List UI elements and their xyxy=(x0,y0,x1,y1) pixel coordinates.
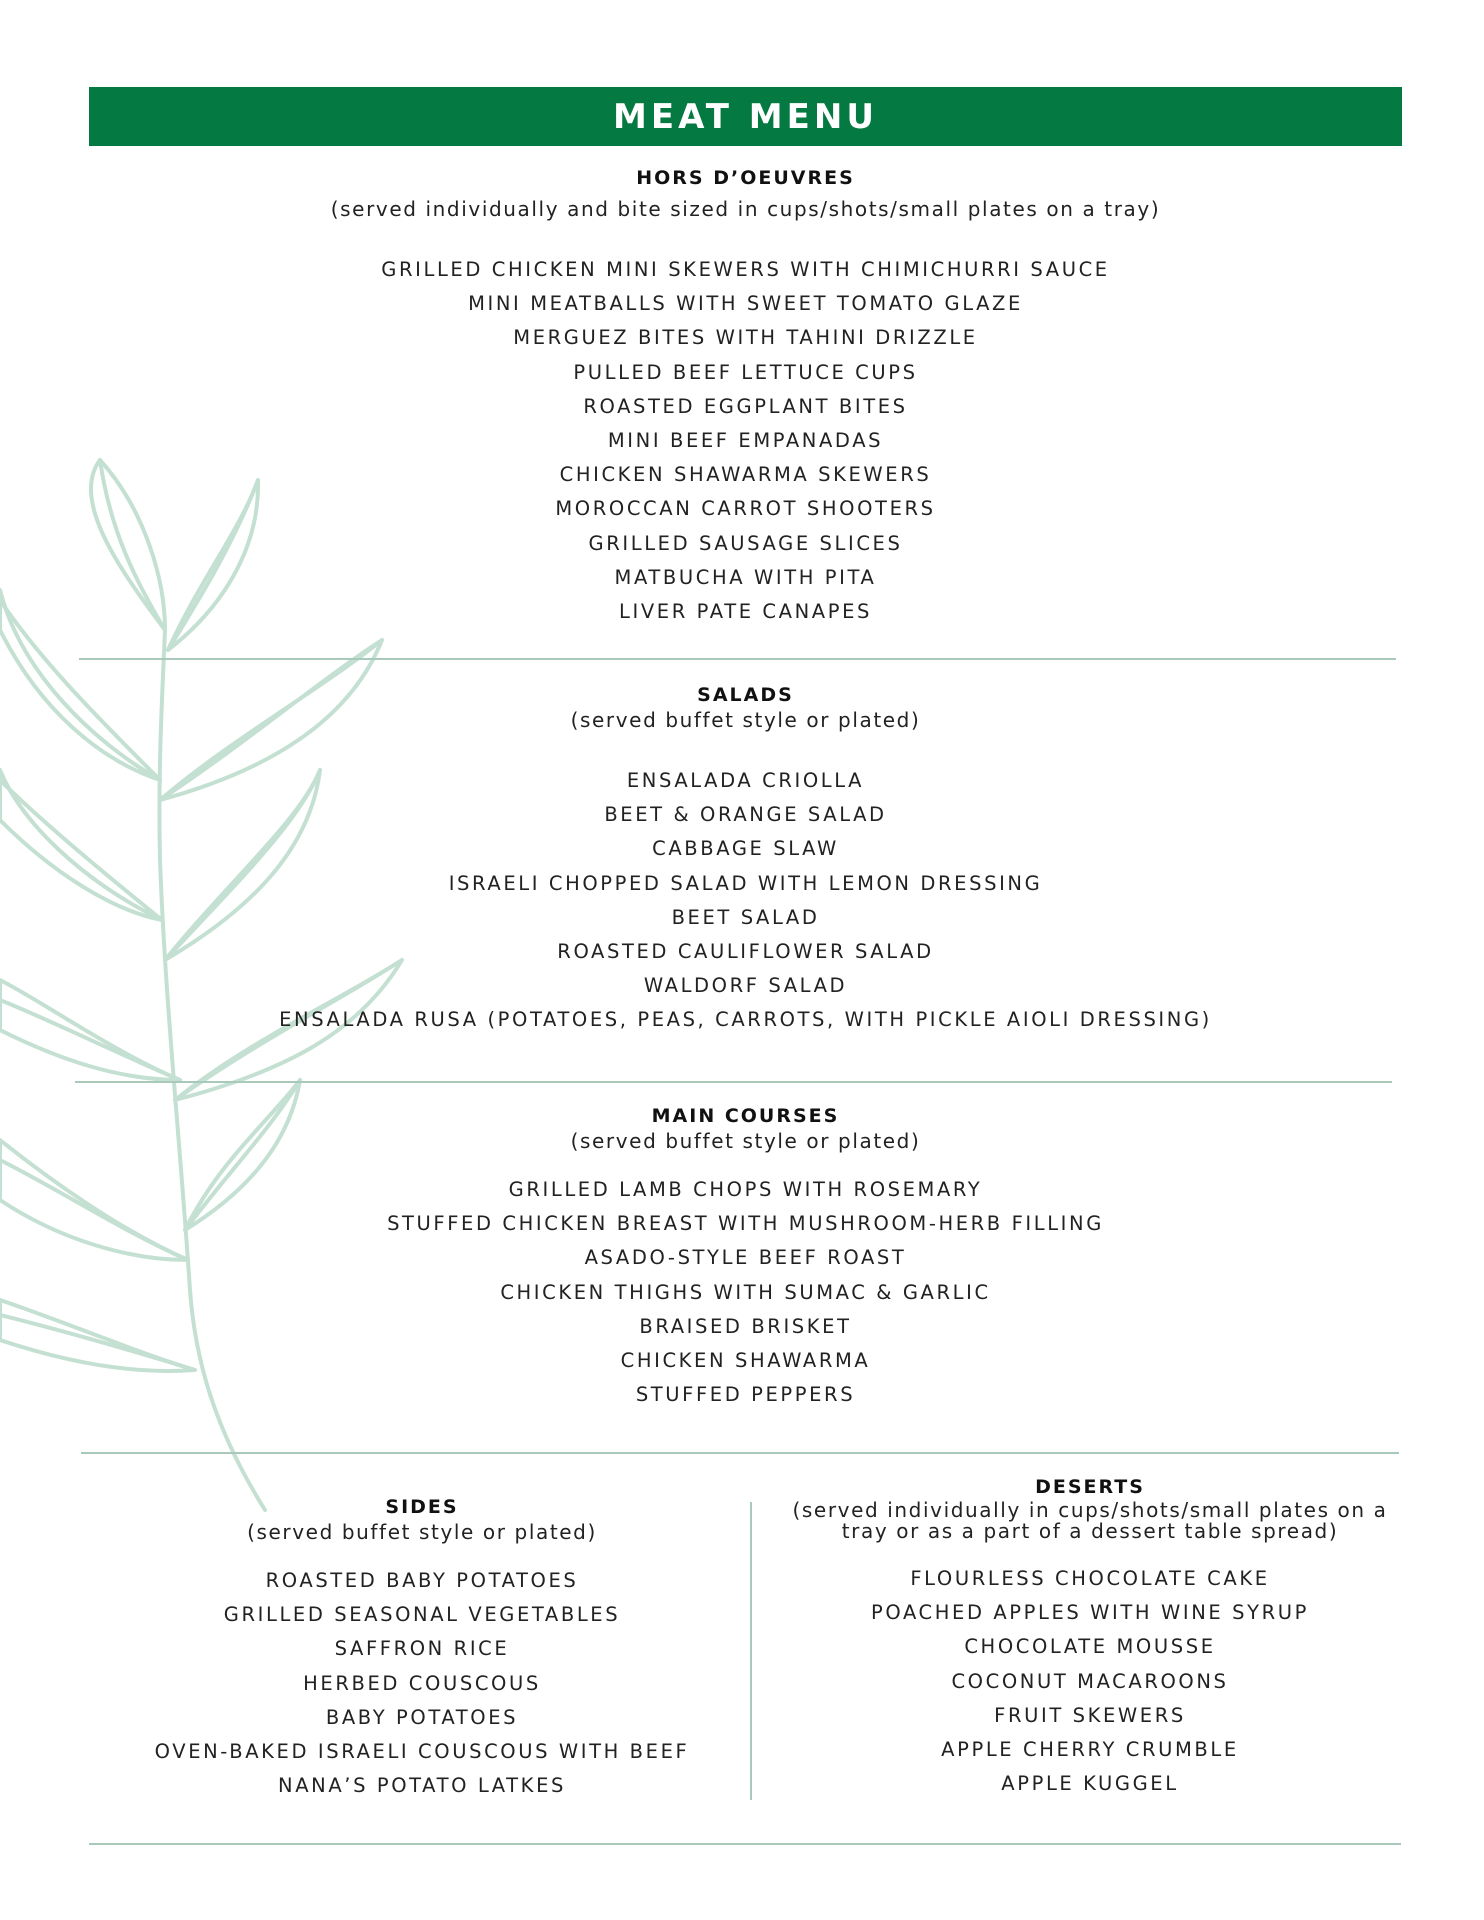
salads-list xyxy=(89,764,1402,1038)
section-note xyxy=(790,1500,1390,1542)
section-note-line: tray or as a part of a dessert table spread) xyxy=(841,1519,1339,1543)
menu-item: ENSALADA RUSA (POTATOES, PEAS, CARROTS, WITH PICKLE AIOLI DRESSING) xyxy=(279,1008,1212,1032)
menu-item: FRUIT SKEWERS xyxy=(994,1703,1186,1727)
menu-item: MINI MEATBALLS WITH SWEET TOMATO GLAZE xyxy=(468,292,1023,316)
menu-item: MINI BEEF EMPANADAS xyxy=(607,429,884,453)
menu-item: ISRAELI CHOPPED SALAD WITH LEMON DRESSING xyxy=(448,871,1043,895)
section-heading: SALADS xyxy=(697,684,794,706)
hors-doeuvres-section xyxy=(89,167,1402,629)
menu-item: ENSALADA CRIOLLA xyxy=(626,769,865,792)
menu-title-banner xyxy=(89,87,1402,146)
menu-item: NANA’S POTATO LATKES xyxy=(278,1774,566,1798)
page-bottom-rule xyxy=(89,1843,1401,1845)
deserts-list xyxy=(790,1562,1390,1801)
menu-item: APPLE CHERRY CRUMBLE xyxy=(941,1738,1239,1762)
section-note: (served buffet style or plated) xyxy=(247,1520,597,1544)
deserts-section xyxy=(790,1476,1390,1801)
menu-item: GRILLED SAUSAGE SLICES xyxy=(588,531,903,555)
menu-item: LIVER PATE CANAPES xyxy=(619,600,872,624)
menu-item: BEET & ORANGE SALAD xyxy=(604,803,887,827)
section-note: (served buffet style or plated) xyxy=(570,1129,921,1153)
menu-item: ASADO-STYLE BEEF ROAST xyxy=(584,1246,907,1270)
menu-item: STUFFED PEPPERS xyxy=(635,1383,856,1407)
menu-item: MOROCCAN CARROT SHOOTERS xyxy=(555,497,936,521)
menu-item: CHICKEN SHAWARMA xyxy=(620,1349,871,1373)
column-divider xyxy=(750,1502,752,1800)
salads-section xyxy=(89,684,1402,1038)
menu-item: GRILLED SEASONAL VEGETABLES xyxy=(223,1603,621,1627)
section-heading: DESERTS xyxy=(1035,1476,1145,1498)
section-divider xyxy=(79,658,1396,660)
menu-item: ROASTED EGGPLANT BITES xyxy=(583,394,908,418)
menu-item: PULLED BEEF LETTUCE CUPS xyxy=(573,360,918,384)
menu-item: MATBUCHA WITH PITA xyxy=(614,565,877,589)
menu-item: FLOURLESS CHOCOLATE CAKE xyxy=(910,1567,1270,1590)
section-divider xyxy=(81,1452,1399,1454)
menu-item: CABBAGE SLAW xyxy=(652,837,839,861)
section-note: (served individually and bite sized in cups/shots/small plates on a tray) xyxy=(330,197,1161,221)
menu-item: CHICKEN THIGHS WITH SUMAC & GARLIC xyxy=(500,1280,991,1304)
menu-item: COCONUT MACAROONS xyxy=(951,1669,1229,1693)
menu-item: ROASTED CAULIFLOWER SALAD xyxy=(557,940,934,964)
section-heading: MAIN COURSES xyxy=(651,1105,840,1127)
menu-item: WALDORF SALAD xyxy=(643,974,848,998)
section-heading: SIDES xyxy=(385,1496,459,1518)
menu-item: BABY POTATOES xyxy=(325,1705,519,1729)
menu-item: ROASTED BABY POTATOES xyxy=(265,1569,579,1592)
menu-item: STUFFED CHICKEN BREAST WITH MUSHROOM-HERB FILLING xyxy=(387,1212,1104,1236)
menu-item: APPLE KUGGEL xyxy=(1001,1772,1179,1796)
menu-item: MERGUEZ BITES WITH TAHINI DRIZZLE xyxy=(513,326,978,350)
section-heading: HORS D’OEUVRES xyxy=(636,167,855,189)
main-courses-section xyxy=(89,1105,1402,1412)
menu-item: GRILLED CHICKEN MINI SKEWERS WITH CHIMICHURRI SAUCE xyxy=(381,258,1110,281)
menu-item: SAFFRON RICE xyxy=(334,1637,510,1661)
menu-item: HERBED COUSCOUS xyxy=(303,1671,541,1695)
menu-title: MEAT MENU xyxy=(613,96,878,137)
menu-item: BRAISED BRISKET xyxy=(639,1314,852,1338)
section-divider xyxy=(75,1081,1392,1083)
menu-item: CHICKEN SHAWARMA SKEWERS xyxy=(559,463,932,487)
menu-item: OVEN-BAKED ISRAELI COUSCOUS WITH BEEF xyxy=(154,1740,690,1764)
hors-doeuvres-list xyxy=(89,253,1402,629)
section-note: (served buffet style or plated) xyxy=(570,708,921,732)
sides-list xyxy=(122,1564,722,1803)
menu-item: GRILLED LAMB CHOPS WITH ROSEMARY xyxy=(508,1178,983,1201)
main-courses-list xyxy=(89,1173,1402,1412)
menu-item: CHOCOLATE MOUSSE xyxy=(964,1635,1216,1659)
menu-item: BEET SALAD xyxy=(671,905,820,929)
sides-section xyxy=(122,1496,722,1803)
menu-item: POACHED APPLES WITH WINE SYRUP xyxy=(870,1601,1309,1625)
section-note-line: (served individually in cups/shots/small plates on a xyxy=(792,1498,1388,1522)
